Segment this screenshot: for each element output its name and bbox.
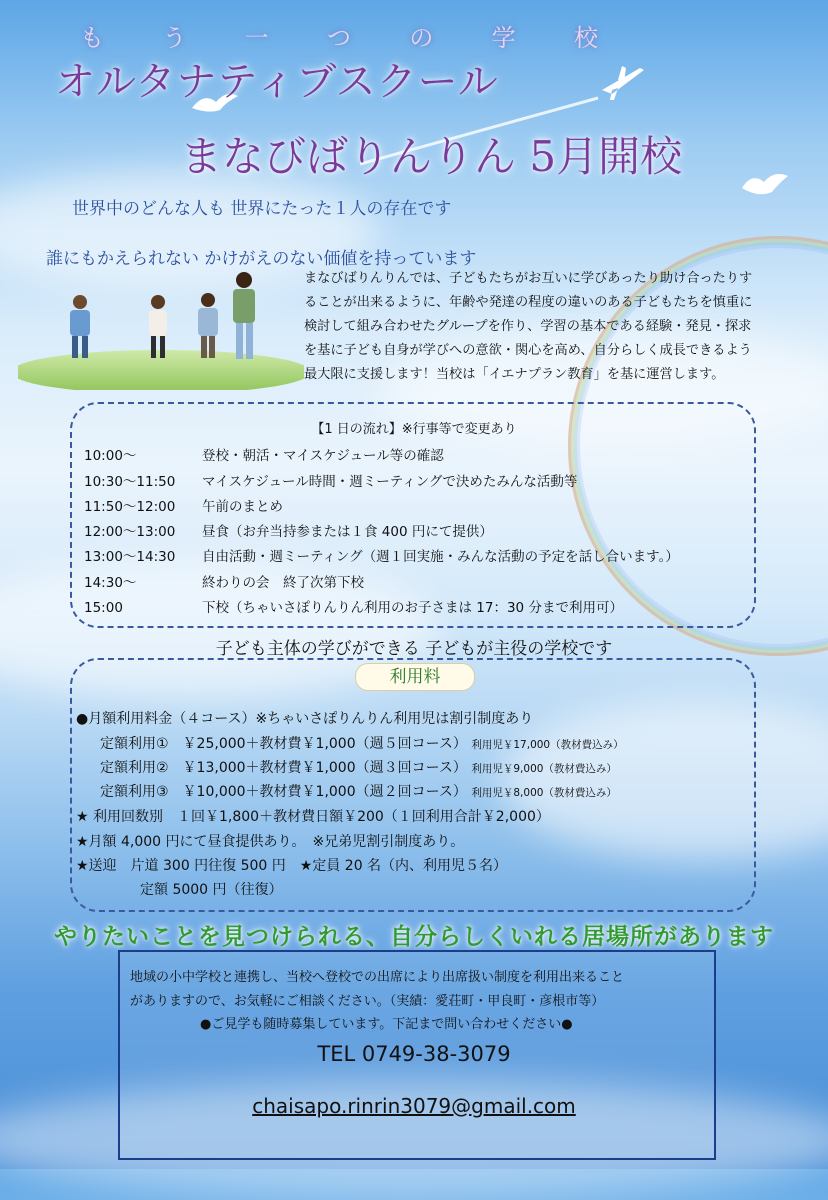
subtitle-char: 一 — [244, 24, 271, 52]
children-photo — [18, 262, 304, 390]
fee-transport-fixed: 定額 5000 円（往復） — [140, 882, 283, 898]
schedule-row — [84, 545, 679, 565]
schedule-row — [84, 470, 577, 490]
subtitle-char: 学 — [491, 24, 518, 52]
dove-icon — [740, 170, 790, 204]
intro-line: 最大限に支援します！当校は「イエナプラン教育」を基に運営します。 — [304, 367, 725, 382]
schedule-time: 10:00～ — [84, 448, 137, 464]
airplane-icon — [592, 60, 648, 106]
subtitle-char: も — [80, 24, 106, 52]
fees-heading: 利用料 — [355, 663, 475, 691]
fee-plan-text: 定額利用② ￥13,000＋教材費￥1,000（週３回コース） — [100, 760, 467, 776]
title-line2: まなびばりんりん 5月開校 — [180, 132, 683, 181]
schedule-desc: 昼食（お弁当持参または１食 400 円にて提供） — [202, 524, 493, 540]
schedule-row — [84, 520, 493, 540]
fee-plan-1 — [100, 733, 624, 753]
subtitle-char: の — [409, 24, 436, 52]
intro-paragraph — [304, 267, 804, 387]
email-link[interactable]: chaisapo.rinrin3079@gmail.com — [252, 1094, 576, 1118]
fee-plan-note: 利用児￥8,000（教材費込み） — [471, 787, 617, 799]
subtitle-char: つ — [326, 24, 353, 52]
contact-line-1: 地域の小中学校と連携し、当校へ登校での出席により出席扱い制度を利用出来ること — [130, 970, 625, 985]
tagline-2: 誰にもかえられない かけがえのない価値を持っています — [46, 249, 477, 269]
intro-line: 検討して組み合わせたグループを作り、学習の基本である経験・発見・探求 — [304, 319, 752, 334]
schedule-time: 15:00 — [84, 600, 123, 616]
schedule-time: 13:00～14:30 — [84, 549, 176, 565]
schedule-desc: 終わりの会 終了次第下校 — [202, 575, 364, 591]
fee-monthly: ●月額利用料金（４コース）※ちゃいさぽりんりん利用児は割引制度あり — [76, 711, 534, 727]
fee-transport: ★送迎 片道 300 円往復 500 円 ★定員 20 名（内、利用児５名） — [76, 858, 508, 874]
schedule-desc: マイスケジュール時間・週ミーティングで決めたみんな活動等 — [202, 474, 578, 490]
fee-lunch: ★月額 4,000 円にて昼食提供あり。 ※兄弟児割引制度あり。 — [76, 834, 465, 850]
schedule-desc: 自由活動・週ミーティング（週１回実施・みんな活動の予定を話し合います。） — [202, 549, 679, 565]
intro-line: を基に子ども自身が学びへの意欲・関心を高め、自分らしく成長できるよう — [304, 343, 752, 358]
schedule-desc: 登校・朝活・マイスケジュール等の確認 — [202, 448, 444, 464]
schedule-time: 14:30～ — [84, 575, 137, 591]
phone-number[interactable]: TEL 0749-38-3079 — [317, 1042, 511, 1066]
fee-plan-2 — [100, 757, 617, 777]
fee-plan-3 — [100, 781, 617, 801]
schedule-time: 12:00～13:00 — [84, 524, 176, 540]
fee-plan-note: 利用児￥9,000（教材費込み） — [471, 763, 617, 775]
tagline-1: 世界中のどんな人も 世界にたった１人の存在です — [72, 199, 452, 219]
intro-line: まなびばりんりんでは、子どもたちがお互いに学びあったり助け合ったりす — [304, 271, 753, 286]
intro-line: ることが出来るように、年齢や発達の程度の違いのある子どもたちを慎重に — [304, 295, 753, 310]
schedule-title: 【1 日の流れ】※行事等で変更あり — [311, 422, 517, 437]
contact-line-3: ●ご見学も随時募集しています。下記まで問い合わせください● — [200, 1017, 573, 1032]
schedule-desc: 午前のまとめ — [202, 499, 283, 515]
title-line1: オルタナティブスクール — [55, 59, 499, 105]
center-slogan: 子ども主体の学びができる 子どもが主役の学校です — [215, 639, 613, 659]
schedule-desc: 下校（ちゃいさぽりんりん利用のお子さまは 17：30 分まで利用可） — [202, 600, 623, 616]
fee-plan-text: 定額利用① ￥25,000＋教材費￥1,000（週５回コース） — [100, 736, 467, 752]
fee-per-use: ★ 利用回数別 １回￥1,800＋教材費日額￥200（１回利用合計￥2,000） — [76, 809, 550, 825]
schedule-row — [84, 444, 444, 464]
schedule-row — [84, 495, 283, 515]
fee-plan-text: 定額利用③ ￥10,000＋教材費￥1,000（週２回コース） — [100, 784, 467, 800]
subtitle-char: 校 — [573, 24, 600, 52]
subtitle-char: う — [162, 24, 189, 52]
green-slogan: やりたいことを見つけられる、自分らしくいれる居場所があります — [54, 924, 774, 950]
subtitle — [80, 18, 600, 53]
schedule-time: 10:30～11:50 — [84, 474, 176, 490]
fee-plan-note: 利用児￥17,000（教材費込み） — [471, 739, 624, 751]
schedule-row — [84, 571, 364, 591]
contact-line-2: がありますので、お気軽にご相談ください。（実績：愛荘町・甲良町・彦根市等） — [130, 994, 605, 1009]
schedule-time: 11:50～12:00 — [84, 499, 176, 515]
schedule-row — [84, 596, 623, 616]
